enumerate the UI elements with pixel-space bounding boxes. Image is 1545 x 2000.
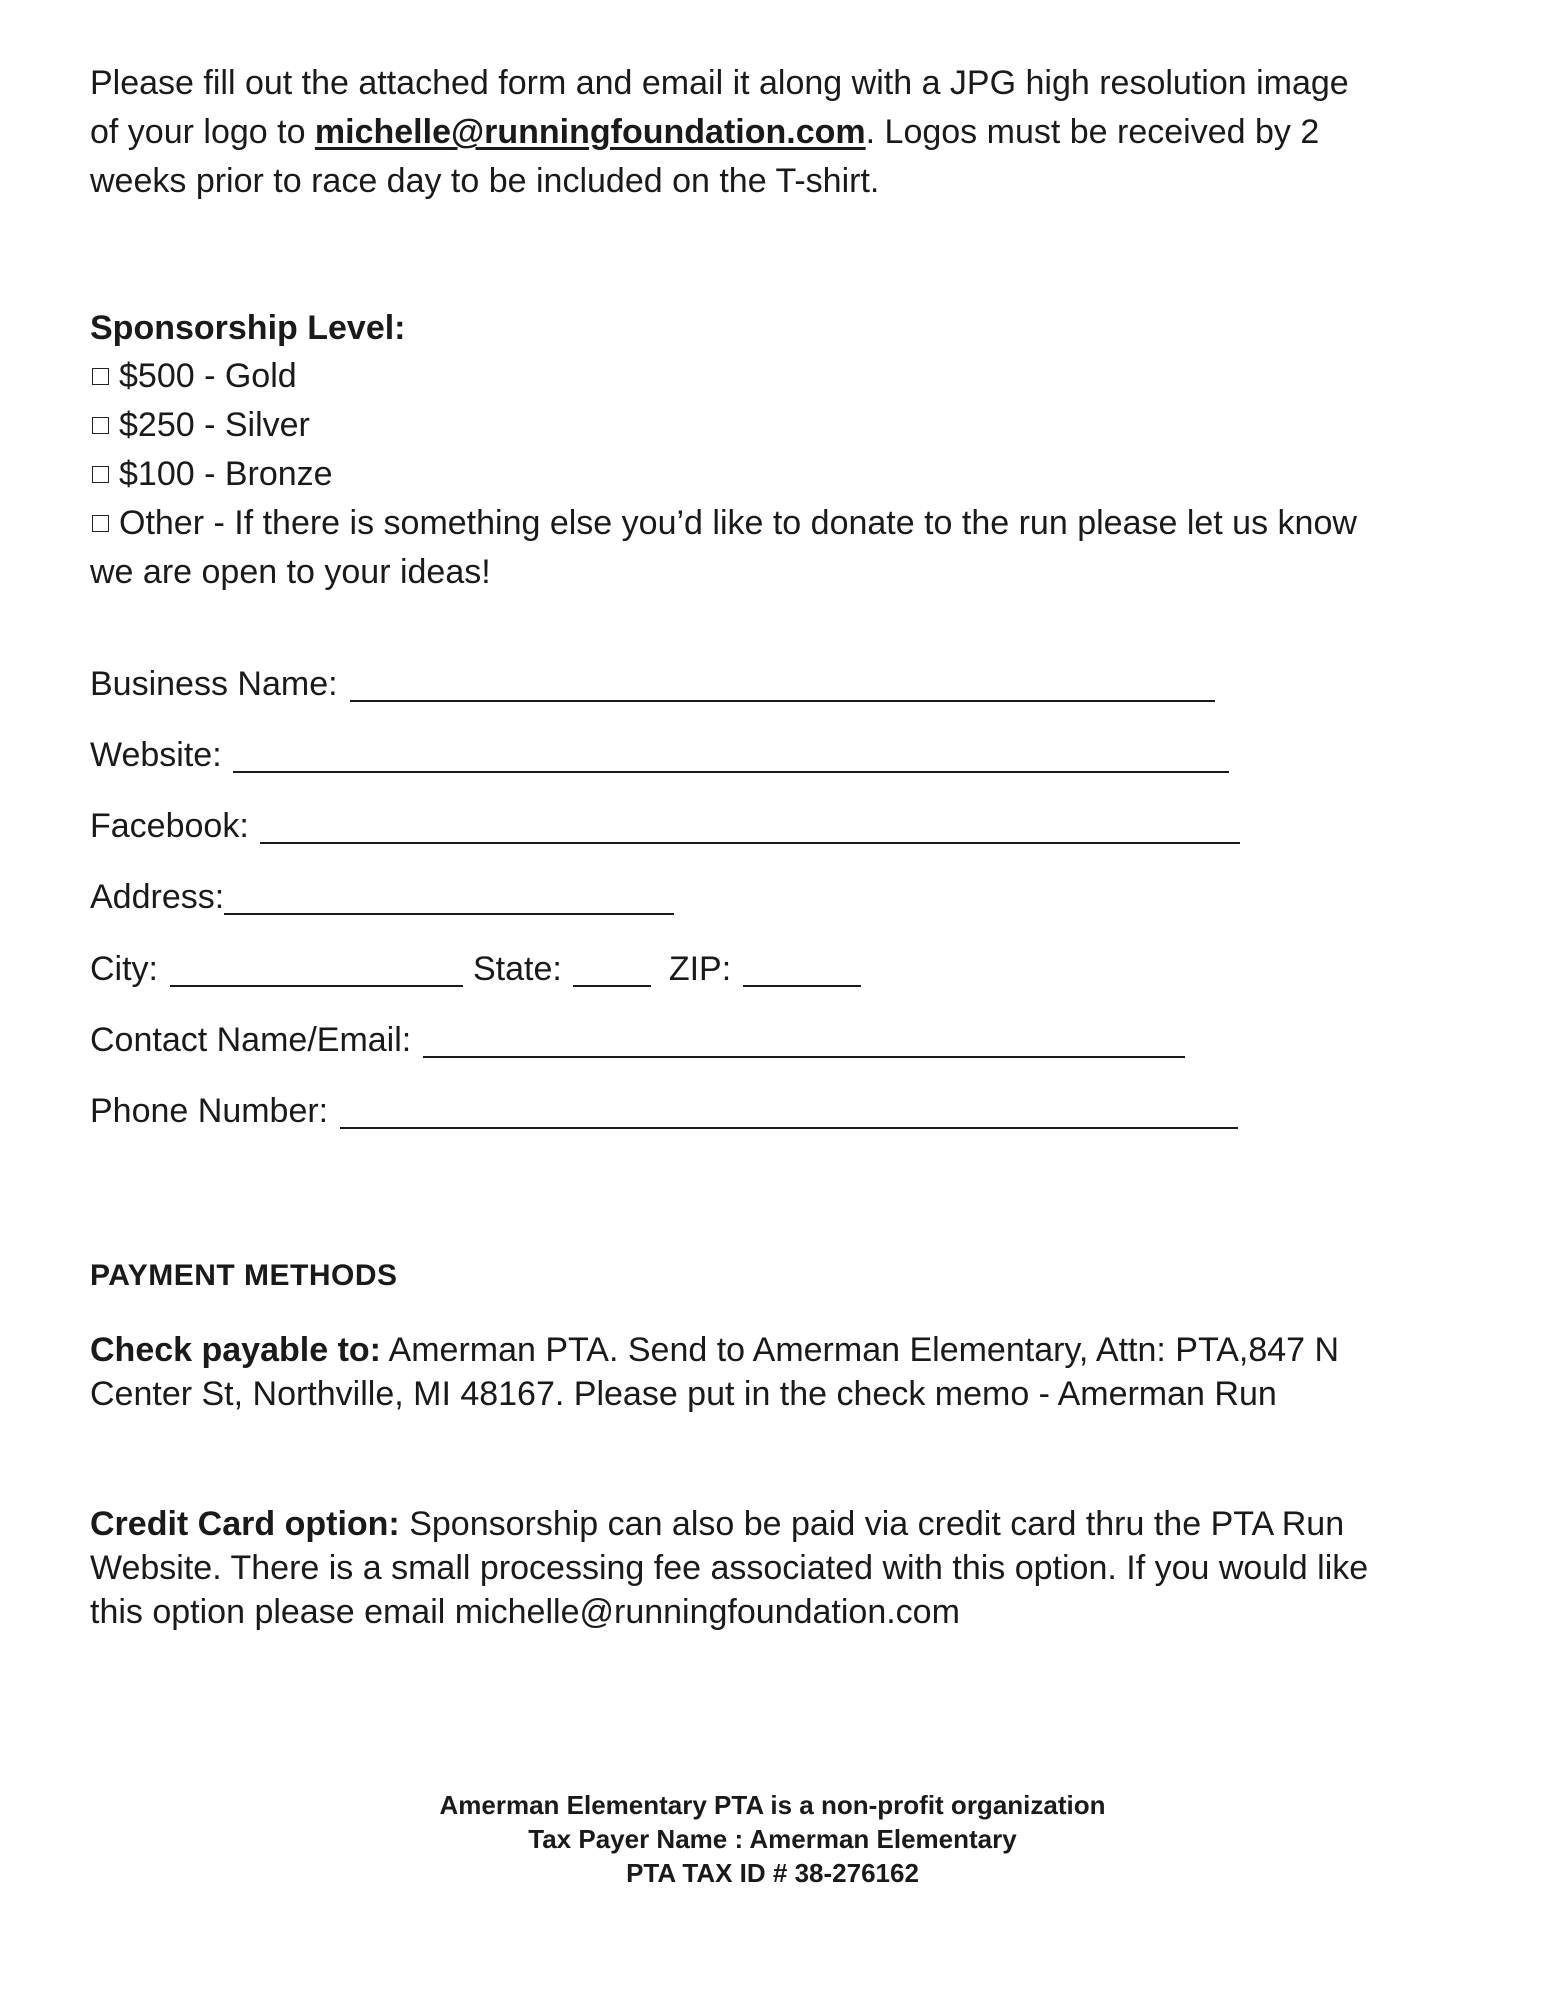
city-input[interactable] xyxy=(170,955,463,987)
checkbox-icon[interactable] xyxy=(92,368,109,385)
level-gold[interactable] xyxy=(90,352,1510,401)
level-bronze-label: $100 - Bronze xyxy=(119,455,333,493)
level-other[interactable] xyxy=(90,499,1510,548)
facebook-input[interactable] xyxy=(260,812,1240,844)
footer-line-2: Tax Payer Name : Amerman Elementary xyxy=(528,1824,1017,1854)
card-line-1-text: Sponsorship can also be paid via credit card thru the PTA Run xyxy=(399,1505,1345,1543)
level-other-continuation: we are open to your ideas! xyxy=(90,553,491,591)
website-field xyxy=(90,731,1229,779)
footer-line-1: Amerman Elementary PTA is a non-profit organization xyxy=(439,1790,1106,1820)
level-silver[interactable] xyxy=(90,401,1510,450)
checkbox-icon[interactable] xyxy=(92,417,109,434)
email-link[interactable]: michelle@runningfoundation.com xyxy=(314,113,866,151)
website-label: Website: xyxy=(90,736,222,774)
business-name-input[interactable] xyxy=(350,670,1215,702)
intro-line-2 xyxy=(90,108,1490,157)
intro-line-2-prefix: of your logo to xyxy=(90,113,315,151)
check-line-1-text: Amerman PTA. Send to Amerman Elementary, Attn: PTA,847 N xyxy=(380,1331,1340,1369)
phone-input[interactable] xyxy=(340,1097,1238,1129)
card-line-1 xyxy=(90,1502,1510,1546)
intro-line-1: Please fill out the attached form and email it along with a JPG high resolution image xyxy=(90,64,1349,102)
intro-paragraph xyxy=(90,59,1490,206)
business-name-label: Business Name: xyxy=(90,665,338,703)
facebook-field xyxy=(90,802,1240,850)
address-label: Address: xyxy=(90,878,225,916)
card-label: Credit Card option: xyxy=(90,1505,400,1543)
zip-input[interactable] xyxy=(743,955,861,987)
footer-line-3: PTA TAX ID # 38-276162 xyxy=(626,1858,919,1888)
payment-methods-heading: PAYMENT METHODS xyxy=(90,1259,398,1292)
level-gold-label: $500 - Gold xyxy=(119,357,297,395)
business-name-field xyxy=(90,660,1215,708)
level-silver-label: $250 - Silver xyxy=(119,406,310,444)
check-payment-paragraph xyxy=(90,1328,1510,1416)
phone-label: Phone Number: xyxy=(90,1092,329,1130)
check-label: Check payable to: xyxy=(90,1331,381,1369)
card-line-3: this option please email michelle@runningfoundation.com xyxy=(90,1593,960,1631)
sponsorship-heading: Sponsorship Level: xyxy=(90,309,406,347)
state-label: State: xyxy=(473,950,562,988)
level-bronze[interactable] xyxy=(90,450,1510,499)
checkbox-icon[interactable] xyxy=(92,466,109,483)
intro-line-2-suffix: . Logos must be received by 2 xyxy=(865,113,1320,151)
contact-input[interactable] xyxy=(423,1026,1185,1058)
city-state-zip-field xyxy=(90,945,861,993)
contact-label: Contact Name/Email: xyxy=(90,1021,412,1059)
intro-line-3: weeks prior to race day to be included on the T-shirt. xyxy=(90,162,880,200)
city-label: City: xyxy=(90,950,158,988)
card-line-2: Website. There is a small processing fee associated with this option. If you would like xyxy=(90,1549,1369,1587)
state-input[interactable] xyxy=(573,955,651,987)
checkbox-icon[interactable] xyxy=(92,515,109,532)
level-other-label: Other - If there is something else you’d like to donate to the run please let us know xyxy=(119,504,1357,542)
facebook-label: Facebook: xyxy=(90,807,249,845)
phone-field xyxy=(90,1087,1238,1135)
footer xyxy=(0,1788,1545,1890)
credit-card-paragraph xyxy=(90,1502,1510,1634)
check-line-2: Center St, Northville, MI 48167. Please put in the check memo - Amerman Run xyxy=(90,1375,1277,1413)
address-input[interactable] xyxy=(224,883,674,915)
contact-field xyxy=(90,1016,1185,1064)
sponsorship-levels xyxy=(90,352,1510,597)
address-field xyxy=(90,873,674,921)
zip-label: ZIP: xyxy=(668,950,732,988)
website-input[interactable] xyxy=(233,741,1229,773)
check-line-1 xyxy=(90,1328,1510,1372)
